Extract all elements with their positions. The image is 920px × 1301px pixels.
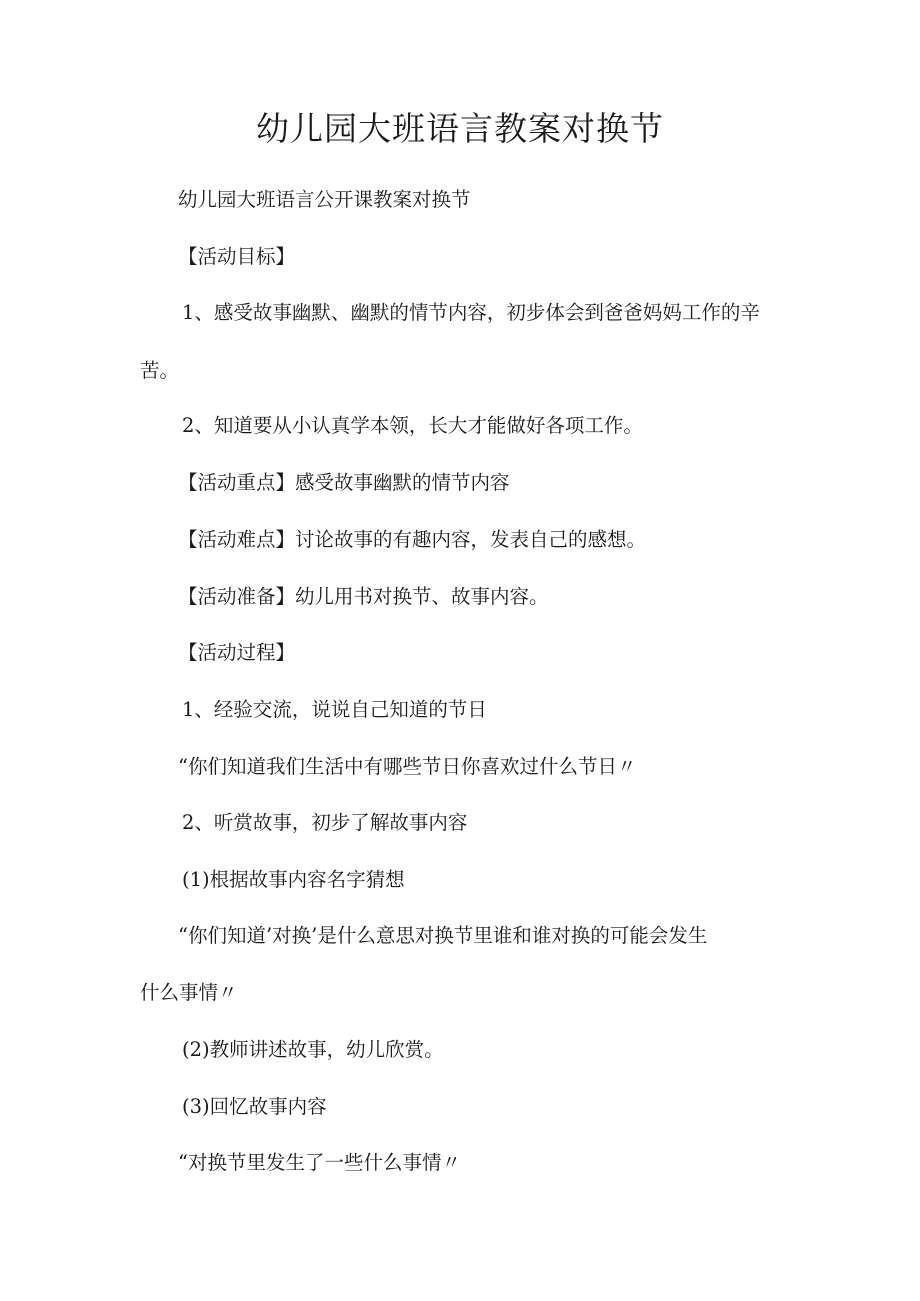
sub-step-1: (1)根据故事内容名字猜想 bbox=[182, 868, 405, 891]
process-step-1: 1、经验交流，说说自己知道的节日 bbox=[182, 698, 487, 721]
document-title: 幼儿园大班语言教案对换节 bbox=[256, 109, 664, 148]
sub-step-2: (2)教师讲述故事，幼儿欣赏。 bbox=[182, 1038, 444, 1061]
preparation-paragraph: 【活动准备】幼儿用书对换节、故事内容。 bbox=[178, 585, 549, 608]
quote-paragraph-2: “你们知道’对换’是什么意思对换节里谁和谁对换的可能会发生 bbox=[178, 924, 708, 947]
quote-paragraph-2-continued: 什么事情〃 bbox=[140, 981, 238, 1004]
process-step-2: 2、听赏故事，初步了解故事内容 bbox=[182, 811, 468, 834]
difficulty-paragraph: 【活动难点】讨论故事的有趣内容，发表自己的感想。 bbox=[178, 528, 647, 551]
goal-item-2: 2、知道要从小认真学本领，长大才能做好各项工作。 bbox=[182, 414, 643, 437]
key-point-paragraph: 【活动重点】感受故事幽默的情节内容 bbox=[178, 471, 510, 494]
subtitle-paragraph: 幼儿园大班语言公开课教案对换节 bbox=[178, 188, 471, 211]
section-heading-process: 【活动过程】 bbox=[178, 641, 296, 664]
section-heading-goals: 【活动目标】 bbox=[178, 245, 296, 268]
quote-paragraph-1: “你们知道我们生活中有哪些节日你喜欢过什么节日〃 bbox=[178, 755, 637, 778]
goal-item-1-continued: 苦。 bbox=[140, 359, 180, 382]
quote-paragraph-3: “对换节里发生了一些什么事情〃 bbox=[178, 1151, 461, 1174]
sub-step-3: (3)回忆故事内容 bbox=[182, 1095, 327, 1118]
goal-item-1: 1、感受故事幽默、幽默的情节内容，初步体会到爸爸妈妈工作的辛 bbox=[182, 301, 760, 324]
